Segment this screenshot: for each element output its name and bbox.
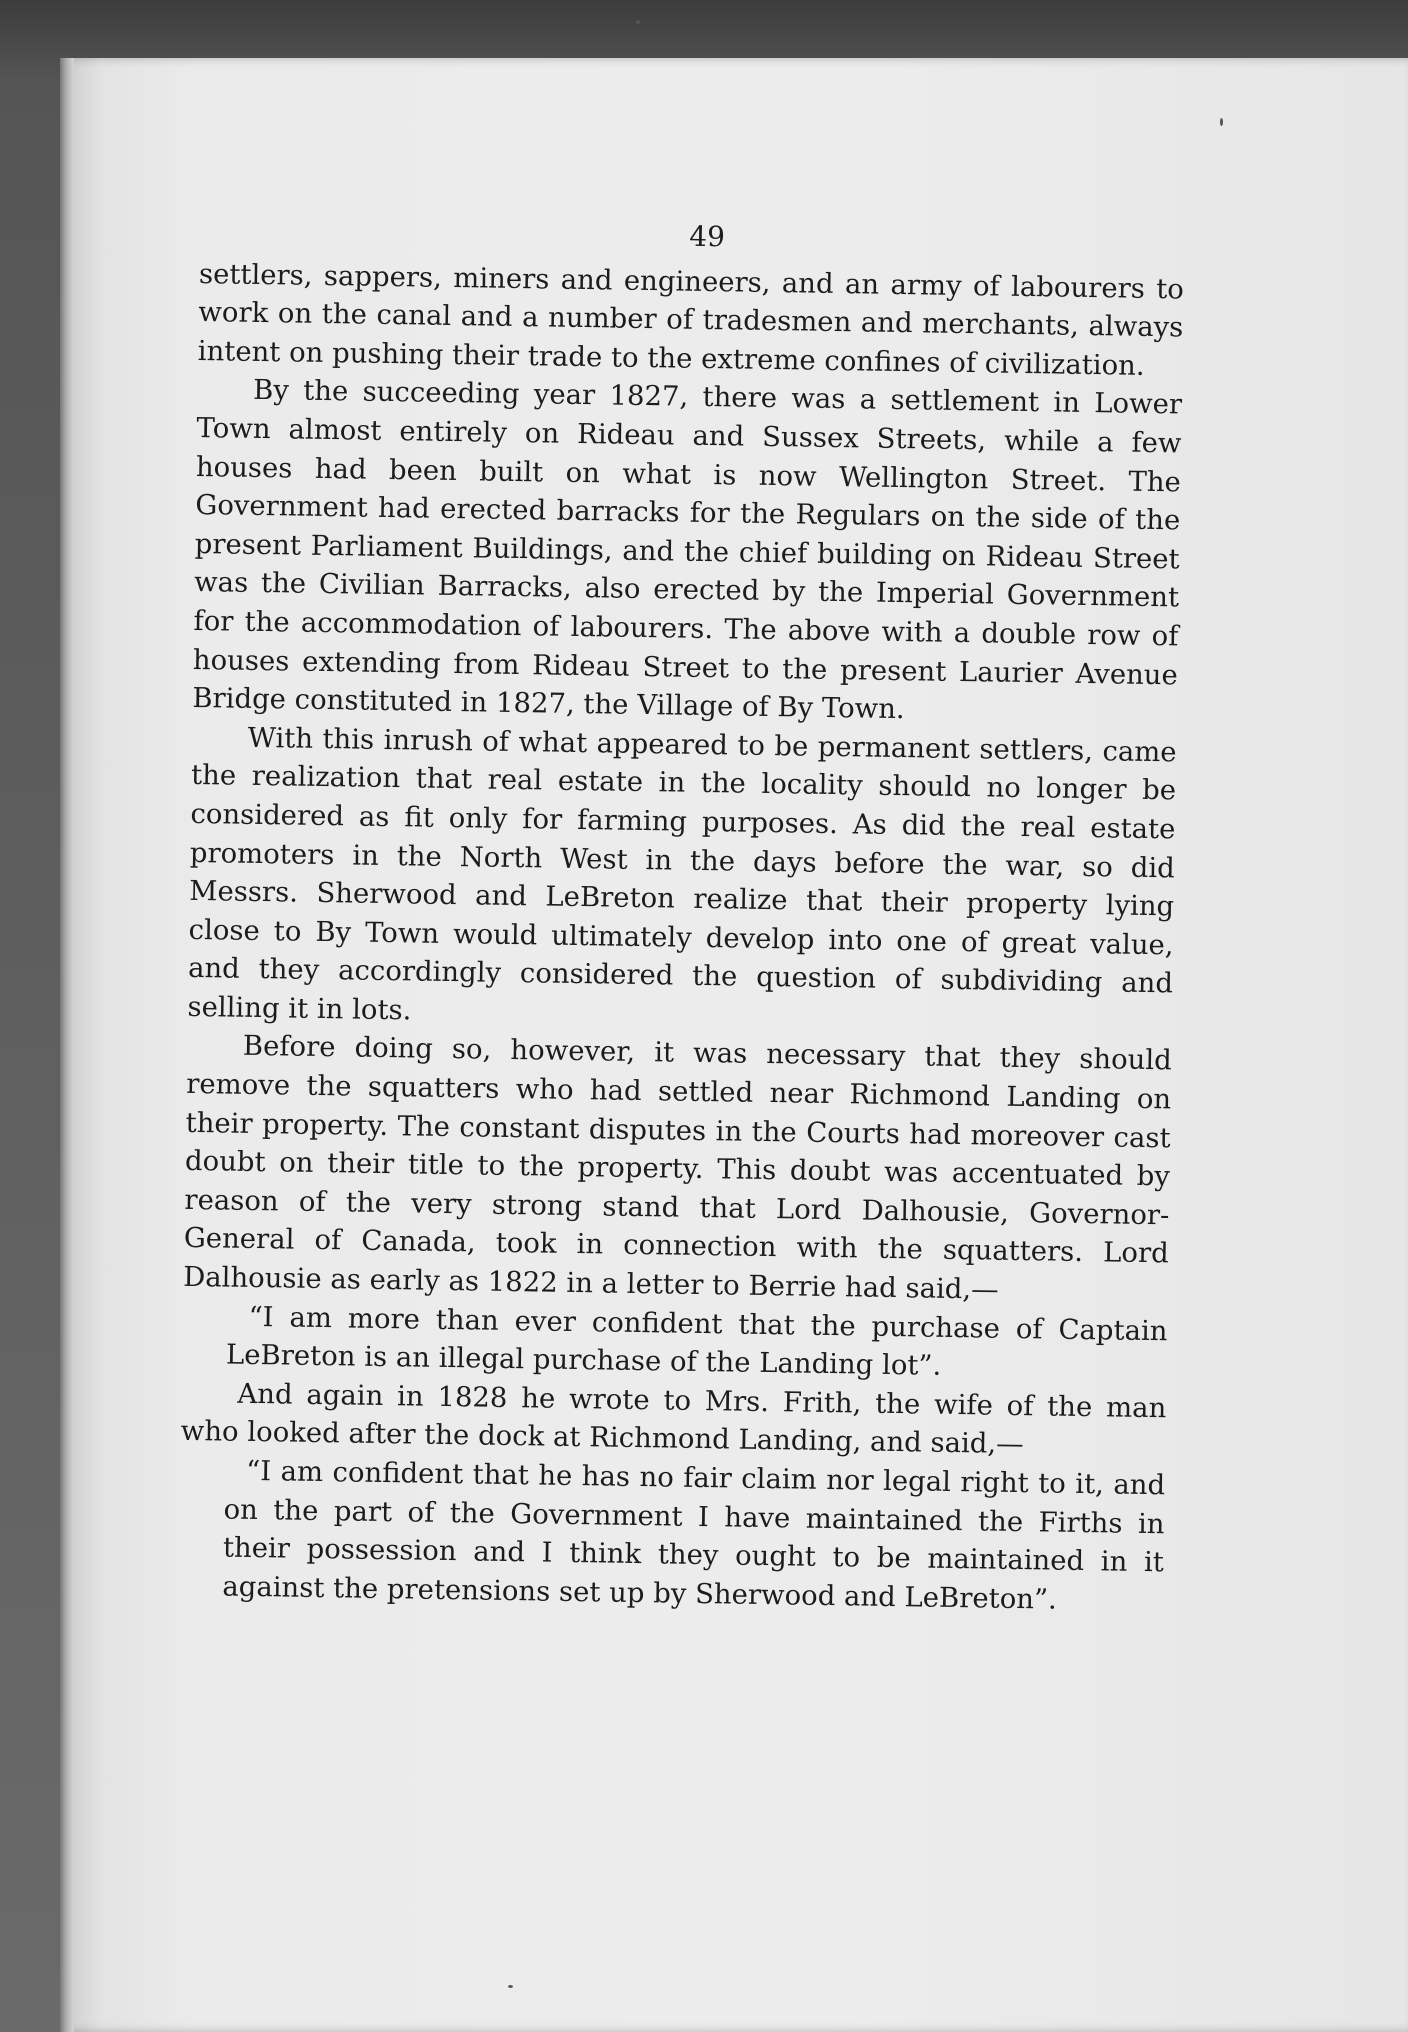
dust-speck [508, 1985, 513, 1988]
paragraph-real-estate: With this inrush of what appeared to be permanent settlers, came the realization that real estate in the locality should no longer be considered as fit only for farming purposes. As did the real estate promoters in the North West in the days before the war, so did Messrs. Sherwood and LeBreton realize that their property lying close to By Town would ultimately develop into one of great value, and they accordingly considered the question of subdividing and selling it in lots. [187, 721, 1177, 1027]
paragraph-connector: And again in 1828 he wrote to Mrs. Frith, the wife of the man who looked after the dock at Richmond Landing, and said,— [180, 1377, 1167, 1461]
paragraph-squatters: Before doing so, however, it was necessary that they should remove the squatters who had settled near Richmond Landing on their property. The constant disputes in the Courts had moreover cast doubt on their title to the property. This doubt was accentuated by reason of the very strong stand that Lord Dalhousie, Governor-General of Canada, took in connection with the squatters. Lord Dalhousie as early as 1822 in a letter to Berrie had said,— [182, 1030, 1173, 1306]
paragraph-bytown-1827: By the succeeding year 1827, there was a settlement in Lower Town almost entirely on Rideau and Sussex Streets, while a few houses had been built on what is now Wellington Street. The Government had erected barracks for the Regulars on the side of the present Parliament Buildings, and the chief building on Rideau Street was the Civilian Barracks, also erected by the Imperial Government for the accommodation of labourers. The above with a double row of houses extending from Rideau Street to the present Laurier Avenue Bridge constituted in 1827, the Village of By Town. [192, 374, 1183, 726]
paragraph-continuation: settlers, sappers, miners and engineers, and an army of labourers to work on the canal and a number of tradesmen and merchants, always intent on pushing their trade to the extreme confines of civilization. [197, 257, 1185, 382]
page-number: 49 [689, 219, 726, 254]
page-text-block [178, 210, 1185, 1621]
page-gutter-edge [60, 58, 74, 2032]
dust-speck [636, 20, 640, 24]
quote-dalhousie-1828: “I am confident that he has no fair claim nor legal right to it, and on the part of the Government I have maintained the Firths in their possession and I think they ought to be maintained in it against the pretensions set up by Sherwood and LeBreton”. [222, 1454, 1166, 1616]
dust-speck [1220, 118, 1223, 126]
quote-dalhousie-1822: “I am more than ever confident that the purchase of Captain LeBreton is an illegal purchase of the Landing lot”. [225, 1300, 1168, 1383]
